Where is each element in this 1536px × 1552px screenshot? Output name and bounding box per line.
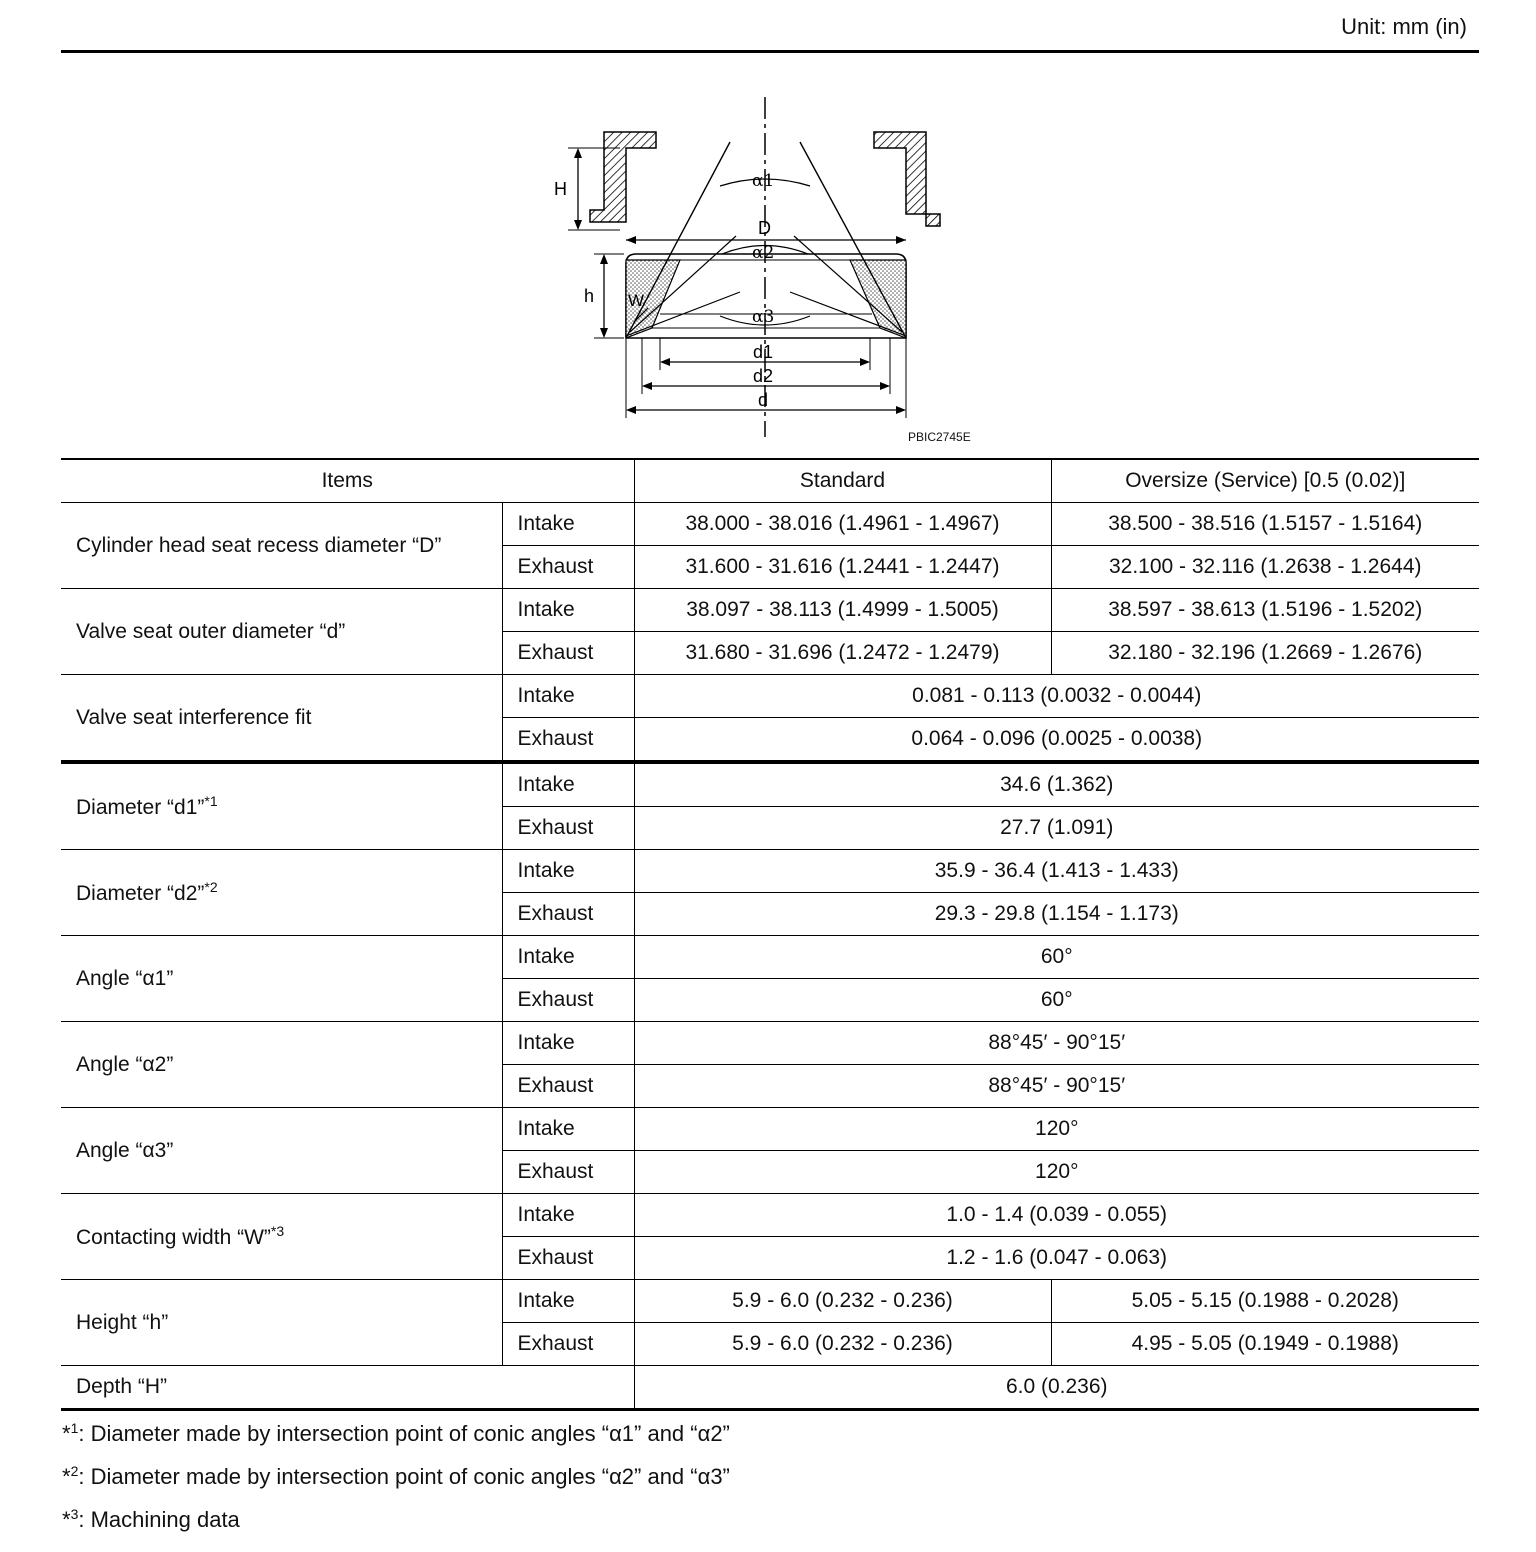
- header-oversize: Oversize (Service) [0.5 (0.02)]: [1051, 459, 1479, 503]
- figure-code: PBIC2745E: [908, 430, 971, 444]
- cell-standard: 31.600 - 31.616 (1.2441 - 1.2447): [634, 546, 1051, 589]
- row-item: Angle “α1”: [61, 936, 502, 1022]
- row-item: Valve seat outer diameter “d”: [61, 589, 502, 675]
- label-alpha2: α2: [752, 243, 775, 263]
- row-item: Cylinder head seat recess diameter “D”: [61, 503, 502, 589]
- cell-oversize: 32.180 - 32.196 (1.2669 - 1.2676): [1051, 632, 1479, 675]
- intake-label: Intake: [502, 1194, 634, 1237]
- exhaust-label: Exhaust: [502, 718, 634, 763]
- footnotes: [62, 1410, 730, 1539]
- cell-value: 35.9 - 36.4 (1.413 - 1.433): [634, 850, 1479, 893]
- table-row: [61, 1194, 1479, 1237]
- valve-seat-drawing: [554, 92, 1000, 452]
- top-rule: [61, 50, 1479, 53]
- label-d: d: [758, 390, 769, 410]
- cell-value: 29.3 - 29.8 (1.154 - 1.173): [634, 893, 1479, 936]
- intake-label: Intake: [502, 589, 634, 632]
- intake-label: Intake: [502, 1280, 634, 1323]
- table-row: [61, 936, 1479, 979]
- valve-seat-diagram: [554, 92, 1000, 452]
- table-row: [61, 503, 1479, 546]
- table-header-row: [61, 459, 1479, 503]
- cell-standard: 38.097 - 38.113 (1.4999 - 1.5005): [634, 589, 1051, 632]
- row-item: Valve seat interference fit: [61, 675, 502, 763]
- table-row: [61, 1280, 1479, 1323]
- row-item-text: Diameter “d1”: [76, 796, 205, 819]
- row-item: Angle “α3”: [61, 1108, 502, 1194]
- cell-value: 27.7 (1.091): [634, 807, 1479, 850]
- footnote-mark: *: [62, 1421, 71, 1446]
- footnote-ref: *2: [204, 879, 218, 895]
- table-row: [61, 589, 1479, 632]
- table-row: [61, 1108, 1479, 1151]
- exhaust-label: Exhaust: [502, 807, 634, 850]
- table-row: [61, 1022, 1479, 1065]
- label-W: W: [628, 291, 645, 310]
- exhaust-label: Exhaust: [502, 632, 634, 675]
- table-row: [61, 1366, 1479, 1410]
- head-wall-right: [874, 132, 940, 226]
- cell-value: 34.6 (1.362): [634, 762, 1479, 807]
- footnote-ref: *3: [270, 1223, 285, 1239]
- exhaust-label: Exhaust: [502, 1065, 634, 1108]
- intake-label: Intake: [502, 762, 634, 807]
- label-H: H: [554, 179, 567, 199]
- specification-table: [61, 458, 1479, 1411]
- exhaust-label: Exhaust: [502, 979, 634, 1022]
- exhaust-label: Exhaust: [502, 1151, 634, 1194]
- exhaust-label: Exhaust: [502, 893, 634, 936]
- intake-label: Intake: [502, 675, 634, 718]
- cell-oversize: 32.100 - 32.116 (1.2638 - 1.2644): [1051, 546, 1479, 589]
- cell-standard: 5.9 - 6.0 (0.232 - 0.236): [634, 1280, 1051, 1323]
- label-alpha1: α1: [752, 171, 775, 191]
- footnote-mark: *: [62, 1464, 71, 1489]
- cell-value: 0.064 - 0.096 (0.0025 - 0.0038): [634, 718, 1479, 763]
- cell-standard: 31.680 - 31.696 (1.2472 - 1.2479): [634, 632, 1051, 675]
- row-item: [61, 850, 502, 936]
- header-standard: Standard: [634, 459, 1051, 503]
- footnote-number: 2: [70, 1463, 79, 1479]
- row-item: [61, 1194, 502, 1280]
- footnote: [62, 1410, 730, 1453]
- footnote-number: 3: [70, 1506, 79, 1522]
- cell-standard: 38.000 - 38.016 (1.4961 - 1.4967): [634, 503, 1051, 546]
- intake-label: Intake: [502, 1108, 634, 1151]
- cell-value: 1.0 - 1.4 (0.039 - 0.055): [634, 1194, 1479, 1237]
- footnote-text: : Diameter made by intersection point of conic angles “α2” and “α3”: [78, 1464, 730, 1489]
- cell-standard: 5.9 - 6.0 (0.232 - 0.236): [634, 1323, 1051, 1366]
- cell-value: 120°: [634, 1151, 1479, 1194]
- footnote-mark: *: [62, 1507, 71, 1532]
- footnote: [62, 1453, 730, 1496]
- cell-value: 60°: [634, 936, 1479, 979]
- cell-oversize: 5.05 - 5.15 (0.1988 - 0.2028): [1051, 1280, 1479, 1323]
- footnote-text: : Machining data: [78, 1507, 240, 1532]
- exhaust-label: Exhaust: [502, 1323, 634, 1366]
- cell-oversize: 38.500 - 38.516 (1.5157 - 1.5164): [1051, 503, 1479, 546]
- label-alpha3: α3: [752, 307, 775, 327]
- row-item-text: Contacting width “W”: [76, 1226, 271, 1249]
- cell-oversize: 38.597 - 38.613 (1.5196 - 1.5202): [1051, 589, 1479, 632]
- label-d2: d2: [753, 366, 774, 386]
- head-wall-left: [590, 132, 656, 222]
- table-row: [61, 850, 1479, 893]
- cell-value: 6.0 (0.236): [634, 1366, 1479, 1410]
- footnote: [62, 1496, 730, 1539]
- intake-label: Intake: [502, 503, 634, 546]
- cell-value: 0.081 - 0.113 (0.0032 - 0.0044): [634, 675, 1479, 718]
- cell-value: 88°45′ - 90°15′: [634, 1065, 1479, 1108]
- cell-value: 88°45′ - 90°15′: [634, 1022, 1479, 1065]
- label-h: h: [584, 286, 595, 306]
- row-item: Angle “α2”: [61, 1022, 502, 1108]
- header-items: Items: [61, 459, 634, 503]
- exhaust-label: Exhaust: [502, 1237, 634, 1280]
- intake-label: Intake: [502, 850, 634, 893]
- label-D: D: [758, 218, 771, 238]
- intake-label: Intake: [502, 936, 634, 979]
- cell-oversize: 4.95 - 5.05 (0.1949 - 0.1988): [1051, 1323, 1479, 1366]
- intake-label: Intake: [502, 1022, 634, 1065]
- table-row: [61, 762, 1479, 807]
- unit-label: Unit: mm (in): [1341, 14, 1467, 39]
- cell-value: 60°: [634, 979, 1479, 1022]
- table-row: [61, 675, 1479, 718]
- row-item-text: Diameter “d2”: [76, 882, 205, 905]
- cell-value: 120°: [634, 1108, 1479, 1151]
- seat-shade-right: [850, 260, 906, 338]
- row-item: Height “h”: [61, 1280, 502, 1366]
- row-item: [61, 762, 502, 850]
- label-d1: d1: [753, 342, 774, 362]
- cell-value: 1.2 - 1.6 (0.047 - 0.063): [634, 1237, 1479, 1280]
- footnote-number: 1: [70, 1420, 79, 1436]
- footnote-text: : Diameter made by intersection point of conic angles “α1” and “α2”: [78, 1421, 730, 1446]
- footnote-ref: *1: [204, 793, 218, 809]
- exhaust-label: Exhaust: [502, 546, 634, 589]
- row-item: Depth “H”: [61, 1366, 634, 1410]
